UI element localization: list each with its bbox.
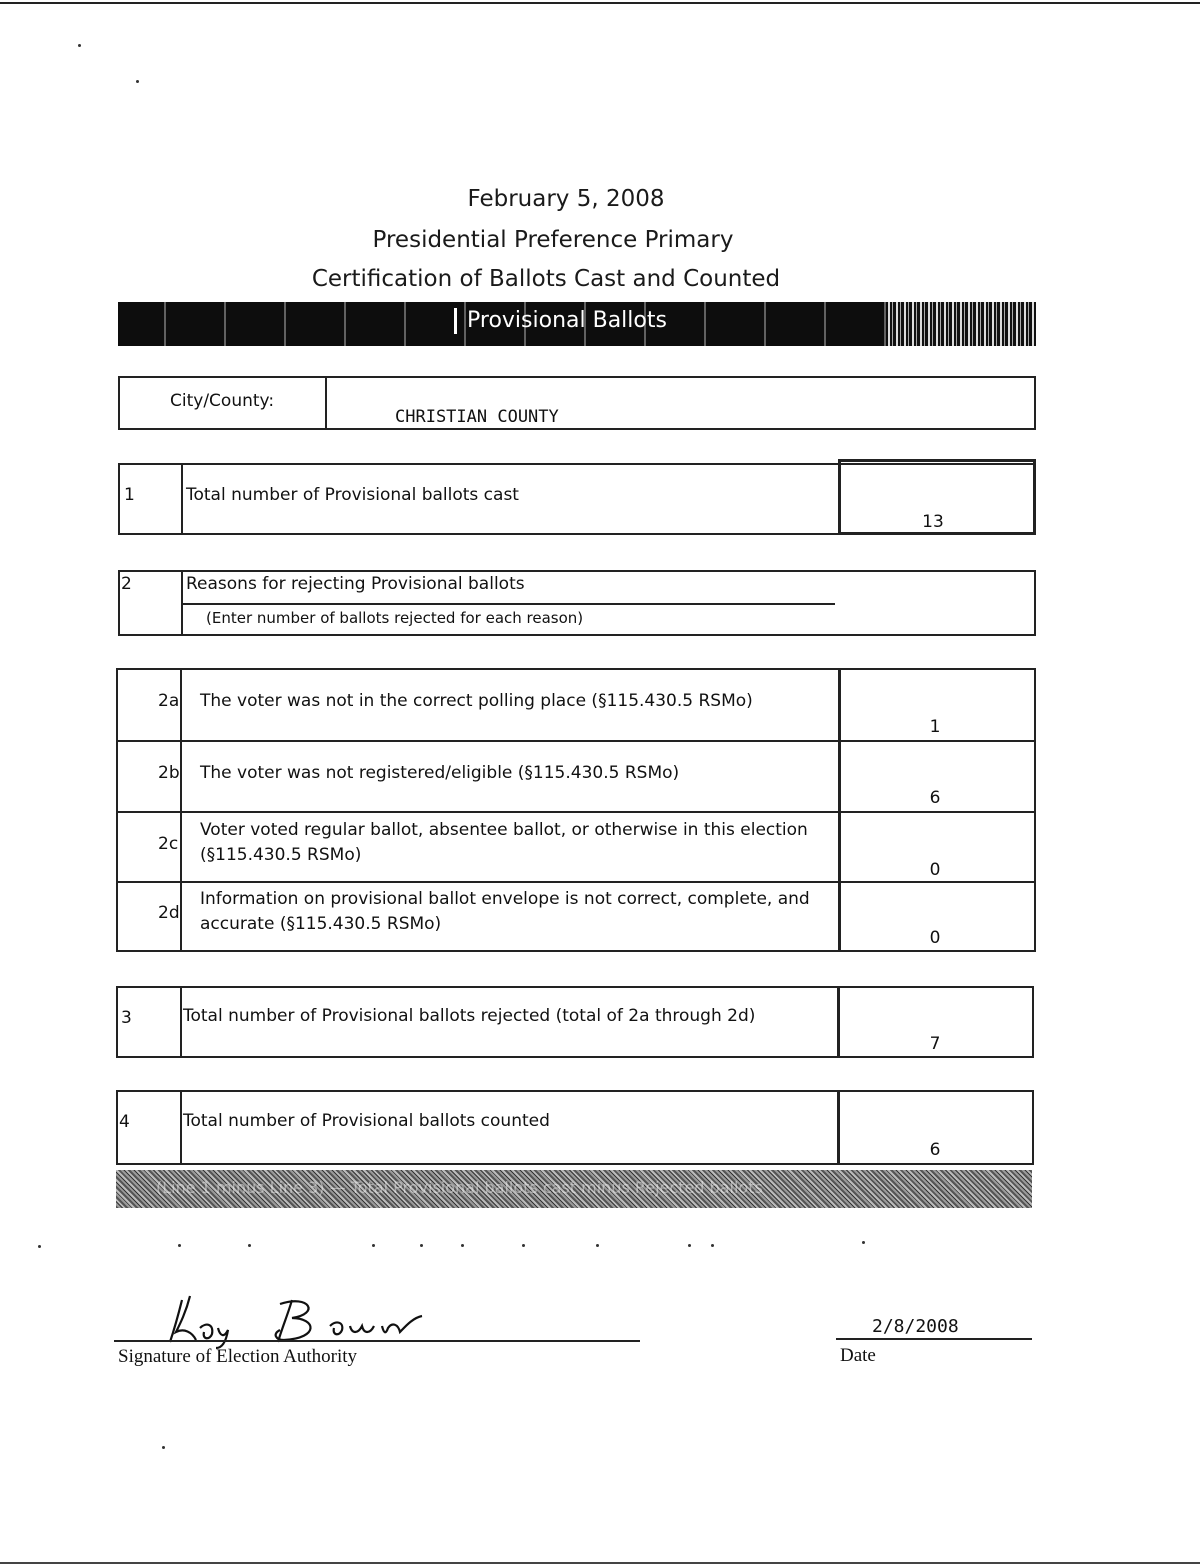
item1-number: 1 (124, 485, 135, 505)
reason-2d-value: 0 (929, 928, 941, 948)
reason-2c-text: Voter voted regular ballot, absentee ballot, or otherwise in this election (200, 820, 808, 840)
reasons-row-line (116, 811, 1036, 813)
election-name: Presidential Preference Primary (372, 227, 734, 253)
reason-2b-value: 6 (929, 788, 941, 808)
item2-underline (183, 603, 835, 605)
item3-number: 3 (121, 1008, 132, 1028)
reason-2d-text-cont: accurate (§115.430.5 RSMo) (200, 914, 442, 934)
banner-noise (888, 302, 1036, 346)
scan-speck (372, 1244, 375, 1247)
item2-text: Reasons for rejecting Provisional ballots (186, 574, 525, 594)
item4-text: Total number of Provisional ballots counted (183, 1111, 550, 1131)
reasons-row-line (116, 740, 1036, 742)
reason-2d-id: 2d (158, 903, 180, 923)
reason-2a-id: 2a (158, 691, 180, 711)
scan-speck (248, 1244, 251, 1247)
reason-2c-id: 2c (158, 834, 179, 854)
footer-band (116, 1170, 1032, 1208)
section-title: Provisional Ballots (454, 308, 667, 334)
date-label: Date (840, 1345, 876, 1366)
scan-speck (688, 1244, 691, 1247)
item3-text: Total number of Provisional ballots rejected (total of 2a through 2d) (183, 1006, 756, 1026)
date-line (836, 1338, 1032, 1340)
reason-2b-id: 2b (158, 763, 180, 783)
reason-2a-value: 1 (929, 717, 941, 737)
scan-speck (38, 1245, 41, 1248)
scan-speck (596, 1244, 599, 1247)
document-date: February 5, 2008 (467, 186, 665, 212)
reasons-row-line (116, 881, 1036, 883)
item3-value: 7 (929, 1034, 941, 1054)
signature-line (114, 1340, 640, 1342)
top-rule (0, 2, 1200, 4)
reason-2c-text-cont: (§115.430.5 RSMo) (200, 845, 362, 865)
signature-label: Signature of Election Authority (118, 1346, 358, 1367)
scan-speck (136, 80, 139, 83)
item1-value: 13 (922, 512, 944, 532)
scan-speck (711, 1244, 714, 1247)
reason-2d-text: Information on provisional ballot envelope is not correct, complete, and (200, 889, 810, 909)
item2-note: (Enter number of ballots rejected for each reason) (206, 609, 584, 627)
scan-speck (522, 1244, 525, 1247)
section-banner (118, 302, 1036, 346)
location-divider (325, 376, 327, 430)
item1-text: Total number of Provisional ballots cast (186, 485, 519, 505)
scan-speck (461, 1244, 464, 1247)
location-value: CHRISTIAN COUNTY (395, 407, 559, 427)
reason-2a-text: The voter was not in the correct polling place (§115.430.5 RSMo) (200, 691, 753, 711)
document-title: Certification of Ballots Cast and Counted (311, 266, 781, 292)
item1-divider (181, 463, 183, 535)
reason-2b-text: The voter was not registered/eligible (§115.430.5 RSMo) (200, 763, 680, 783)
item3-divider (180, 986, 182, 1058)
bottom-rule (0, 1562, 1200, 1564)
location-label: City/County: (170, 391, 275, 411)
item4-value: 6 (929, 1140, 941, 1160)
scan-speck (862, 1241, 865, 1244)
reasons-divider (180, 668, 182, 952)
date-value: 2/8/2008 (872, 1316, 959, 1337)
item2-number: 2 (121, 574, 132, 594)
scan-speck (78, 44, 81, 47)
item4-number: 4 (119, 1112, 130, 1132)
item4-divider (180, 1090, 182, 1165)
footer-band-text: (Line 1 minus Line 3) — Total Provisional ballots cast minus Rejected ballots (156, 1178, 763, 1197)
scan-speck (420, 1244, 423, 1247)
reason-2c-value: 0 (929, 860, 941, 880)
reasons-value-divider (838, 668, 841, 952)
scan-speck (162, 1446, 165, 1449)
scan-speck (178, 1244, 181, 1247)
